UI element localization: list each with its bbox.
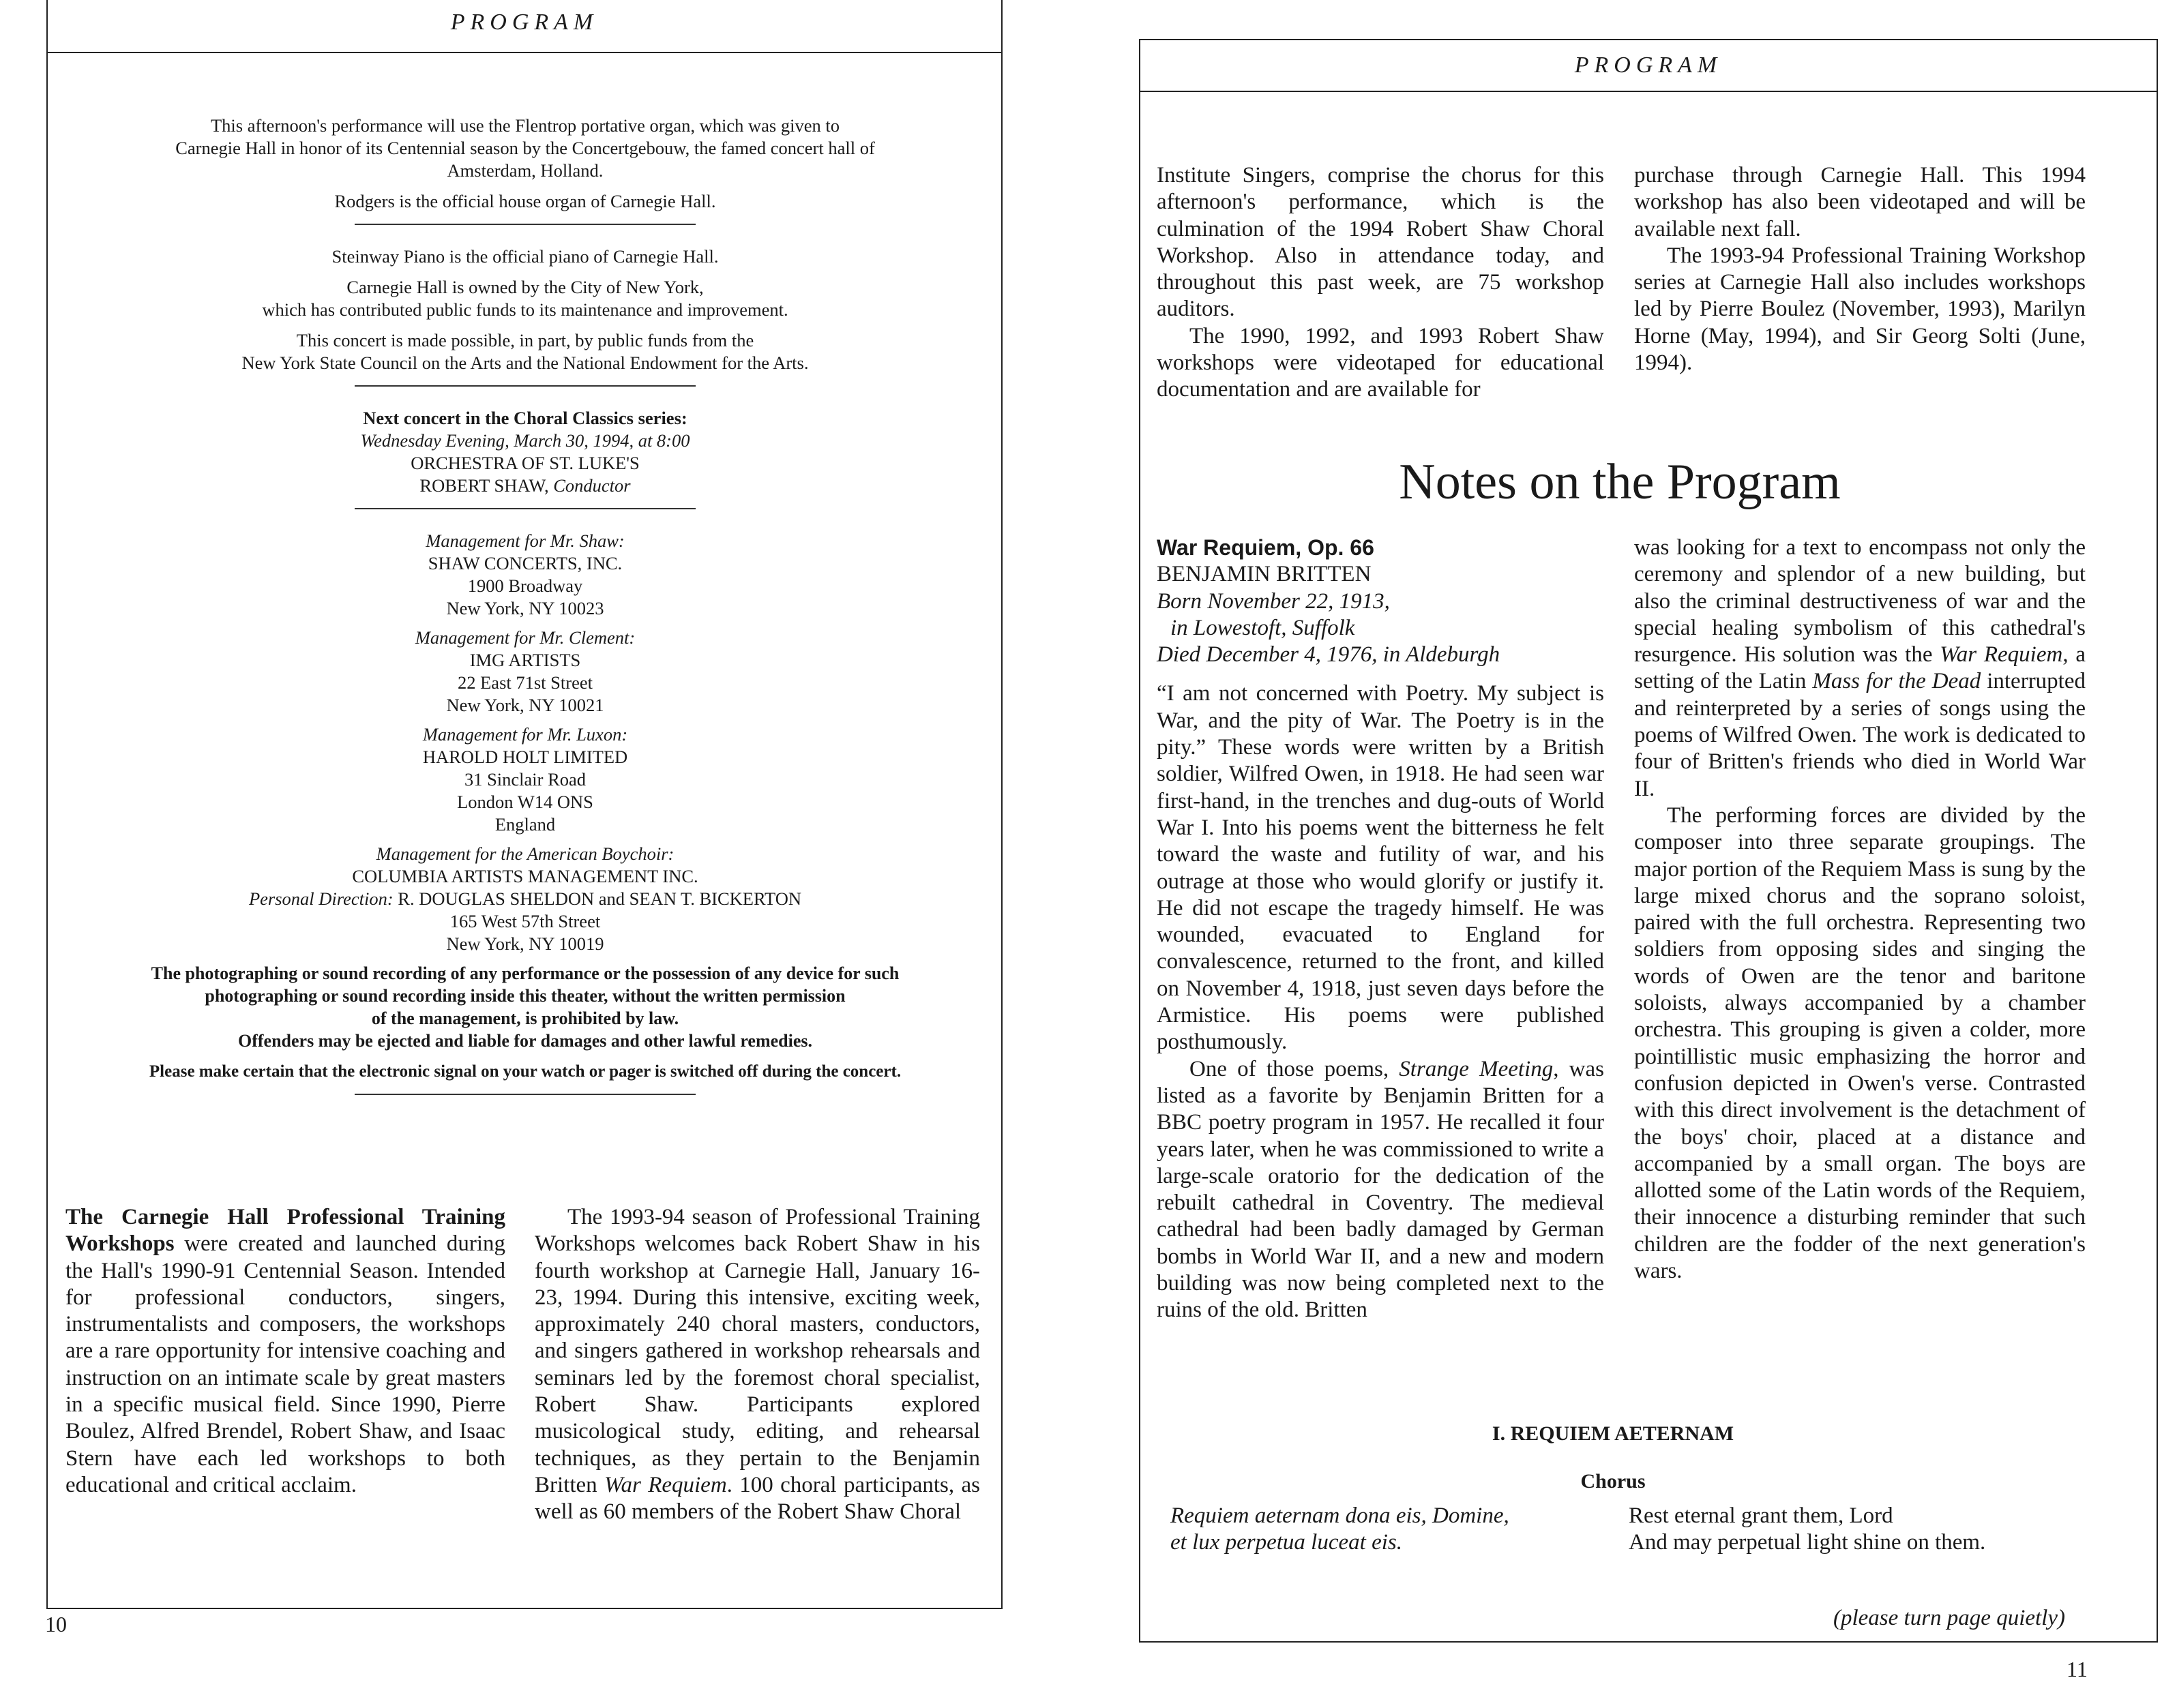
direction-label: Personal Direction: xyxy=(248,888,394,909)
divider xyxy=(355,1094,696,1095)
notice-line: Rodgers is the official house organ of Carnegie Hall. xyxy=(334,191,716,211)
right-top-col-1 xyxy=(1157,162,1604,404)
notice-line: photographing or sound recording inside this theater, without the written permission xyxy=(205,986,846,1006)
season-italic: War Requiem xyxy=(604,1472,727,1497)
notes-title: Notes on the Program xyxy=(1399,454,1841,510)
management-line: London W14 ONS xyxy=(457,792,593,812)
management-line: New York, NY 10021 xyxy=(446,695,604,715)
management-label: Management for Mr. Shaw: xyxy=(426,530,625,551)
latin-line: Requiem aeternam dona eis, Domine, xyxy=(1170,1503,1509,1528)
paragraph: “I am not concerned with Poetry. My subject is War, and the pity of War. The Poetry is in the pity.” These words were written by a British soldier, Wilfred Owen, in 1918. He had seen war first-hand, in the trenches and dug-outs of World War I. Into his poems went the bitterness he felt toward the waste and futility of war, and his outrage at those who would glorify or justify it. He did not escape the tragedy himself. He was wounded, evacuated to England for convalescence, returned to the front, and killed on November 4, 1918, just seven days before the Armistice. His poems were published posthumously. xyxy=(1157,681,1604,1055)
section-heading: I. REQUIEM AETERNAM xyxy=(1492,1422,1734,1445)
right-top-col-2 xyxy=(1634,162,2086,376)
composer: BENJAMIN BRITTEN xyxy=(1157,562,1372,587)
management-line: IMG ARTISTS xyxy=(469,650,581,670)
management-label: Management for Mr. Luxon: xyxy=(422,724,628,745)
turn-page-note: (please turn page quietly) xyxy=(1833,1606,2065,1630)
paragraph: purchase through Carnegie Hall. This 1994 workshop has also been videotaped and will be available next fall. xyxy=(1634,163,2086,241)
notice-line: This afternoon's performance will use the Flentrop portative organ, which was given to xyxy=(211,115,840,136)
management-line: England xyxy=(494,814,556,835)
notice-line: Steinway Piano is the official piano of Carnegie Hall. xyxy=(331,246,719,267)
latin-text xyxy=(1170,1503,1607,1557)
conductor-role: Conductor xyxy=(553,475,631,496)
english-text xyxy=(1629,1503,2092,1557)
notice-line: which has contributed public funds to its maintenance and improvement. xyxy=(262,299,788,320)
notice-line: This concert is made possible, in part, by public funds from the xyxy=(296,330,754,350)
season-text: The 1993-94 season of Professional Training Workshops welcomes back Robert Shaw in his fourth workshop at Carnegie Hall, January 16-23, 1994. During this intensive, exciting week, approximately 240 choral masters, conductors, and singers gathered in workshop rehearsals and seminars led by the foremost choral specialist, Robert Shaw. Participants explored musicological study, editing, and rehearsal techniques, as they pertain to the Benjamin Britten xyxy=(535,1205,980,1497)
workshops-lead: The Carnegie Hall Professional Training Workshops xyxy=(65,1205,505,1257)
text: , was listed as a favorite by Benjamin Britten for a BBC poetry program in 1957. He recalled it four years later, when he was commissioned to write a large-scale oratorio for the dedication of the rebuilt cathedral in Coventry. The medieval cathedral had been badly damaged by German bombs in World War II, and a new and modern building was now being completed next to the ruins of the old. Britten xyxy=(1157,1056,1604,1323)
notice-line: Offenders may be ejected and liable for damages and other lawful remedies. xyxy=(237,1031,813,1051)
notice xyxy=(82,245,968,268)
work-title: War Requiem, Op. 66 xyxy=(1157,535,1374,560)
header-divider xyxy=(48,52,1001,53)
page-number-left: 10 xyxy=(45,1612,67,1636)
divider xyxy=(355,508,696,509)
text: was looking for a text to encompass not only the ceremony and splendor of a new building, but also the criminal destructiveness of war and the special healing symbolism of this cathedral's resurgence. His solution was the xyxy=(1634,535,2086,668)
management-line: 165 West 57th Street xyxy=(449,911,601,931)
management-label: Management for the American Boychoir: xyxy=(376,843,675,864)
notice-line: of the management, is prohibited by law. xyxy=(371,1008,679,1028)
next-concert-date: Wednesday Evening, March 30, 1994, at 8:00 xyxy=(360,430,690,451)
italic-title: War Requiem xyxy=(1940,642,2063,668)
notice xyxy=(82,115,968,182)
management-line: 22 East 71st Street xyxy=(458,672,593,693)
notes-col-1 xyxy=(1157,535,1604,1324)
italic-title: Mass for the Dead xyxy=(1812,669,1981,694)
season-text-2: . 100 choral participants, as well as 60 members of the Robert Shaw Choral xyxy=(535,1472,981,1525)
pager-notice: Please make certain that the electronic signal on your watch or pager is switched off during the concert. xyxy=(149,1062,902,1081)
notice xyxy=(82,962,968,1052)
english-line: And may perpetual light shine on them. xyxy=(1629,1530,1986,1555)
page-number-right: 11 xyxy=(2067,1657,2088,1681)
header-divider xyxy=(1140,91,2157,92)
notice-line: Amsterdam, Holland. xyxy=(447,160,604,181)
latin-line: et lux perpetua luceat eis. xyxy=(1170,1530,1402,1555)
text: interrupted and reinterpreted by a series of songs using the poems of Wilfred Owen. The work is dedicated to four of Britten's friends who died in World War II. xyxy=(1634,669,2086,801)
paragraph: The 1993-94 Professional Training Workshop series at Carnegie Hall also includes workshops led by Pierre Boulez (November, 1993), Marilyn Horne (May, 1994), and Sir Georg Solti (June, 1994). xyxy=(1634,243,2086,376)
english-line: Rest eternal grant them, Lord xyxy=(1629,1503,1893,1528)
italic-title: Strange Meeting xyxy=(1399,1056,1554,1081)
next-concert-heading: Next concert in the Choral Classics series: xyxy=(363,408,687,428)
next-concert-conductor xyxy=(82,475,968,497)
personal-direction xyxy=(82,888,968,910)
management-line: SHAW CONCERTS, INC. xyxy=(428,553,623,573)
notice xyxy=(82,329,968,374)
management-line: New York, NY 10023 xyxy=(446,598,604,618)
left-page-header: PROGRAM xyxy=(450,10,599,35)
management-line: 31 Sinclair Road xyxy=(464,769,587,790)
management-line: New York, NY 10019 xyxy=(446,933,604,954)
next-concert-orchestra: ORCHESTRA OF ST. LUKE'S xyxy=(411,453,640,473)
text: , a setting of the Latin xyxy=(1634,642,2086,694)
notice-line: The photographing or sound recording of any performance or the possession of any device for such xyxy=(151,963,900,983)
paragraph: Institute Singers, comprise the chorus for this afternoon's performance, which is the culmination of the 1994 Robert Shaw Choral Workshop. Also in attendance today, and throughout this past week, are 75 workshop auditors. xyxy=(1157,163,1604,322)
notice-line: New York State Council on the Arts and the National Endowment for the Arts. xyxy=(241,353,809,373)
born: Born November 22, 1913, xyxy=(1157,588,1390,614)
management-label: Management for Mr. Clement: xyxy=(415,627,636,648)
notice xyxy=(82,190,968,213)
notice-line: Carnegie Hall is owned by the City of New York, xyxy=(346,277,704,297)
conductor-name: ROBERT SHAW, xyxy=(419,475,549,496)
died: Died December 4, 1976, in Aldeburgh xyxy=(1157,642,1500,668)
divider xyxy=(355,224,696,225)
direction-names: R. DOUGLAS SHELDON and SEAN T. BICKERTON xyxy=(398,888,802,909)
left-col-1 xyxy=(65,1204,505,1499)
right-page-header: PROGRAM xyxy=(1574,53,1723,78)
left-col-2 xyxy=(535,1204,980,1526)
management-line: HAROLD HOLT LIMITED xyxy=(422,747,628,767)
divider xyxy=(355,385,696,387)
section-sub: Chorus xyxy=(1580,1470,1646,1493)
notice-line: Carnegie Hall in honor of its Centennial season by the Concertgebouw, the famed concert hall of xyxy=(175,138,875,158)
management-line: 1900 Broadway xyxy=(467,575,583,596)
born-place: in Lowestoft, Suffolk xyxy=(1170,615,1355,640)
text: One of those poems, xyxy=(1189,1056,1400,1081)
paragraph: The 1990, 1992, and 1993 Robert Shaw workshops were videotaped for educational documentation and are available for xyxy=(1157,323,1604,402)
notice xyxy=(82,276,968,321)
paragraph: The performing forces are divided by the composer into three separate groupings. The major portion of the Requiem Mass is sung by the large mixed chorus and the soprano soloist, paired with the full orchestra. Representing two soldiers from opposing sides and singing the words of Owen are the tenor and baritone soloists, always accompanied by a chamber orchestra. This grouping is given a colder, more pointillistic music emphasizing the horror and confusion depicted in Owen's verse. Contrasted with this direct involvement is the detachment of the boys' choir, placed at a distance and accompanied by a small organ. The boys are allotted some of the Latin words of the Requiem, their innocence a disturbing reminder that such children are the fodder of the next generation's wars. xyxy=(1634,803,2086,1284)
workshops-text: were created and launched during the Hall's 1990-91 Centennial Season. Intended for professional conductors, singers, instrumentalists and composers, the workshops are a rare opportunity for intensive coaching and instruction on an intimate scale by great masters in a specific musical field. Since 1990, Pierre Boulez, Alfred Brendel, Robert Shaw, and Isaac Stern have each led workshops to both educational and critical acclaim. xyxy=(65,1231,505,1497)
notes-col-2 xyxy=(1634,535,2086,1285)
management-line: COLUMBIA ARTISTS MANAGEMENT INC. xyxy=(352,866,698,886)
left-notices xyxy=(82,115,968,1115)
